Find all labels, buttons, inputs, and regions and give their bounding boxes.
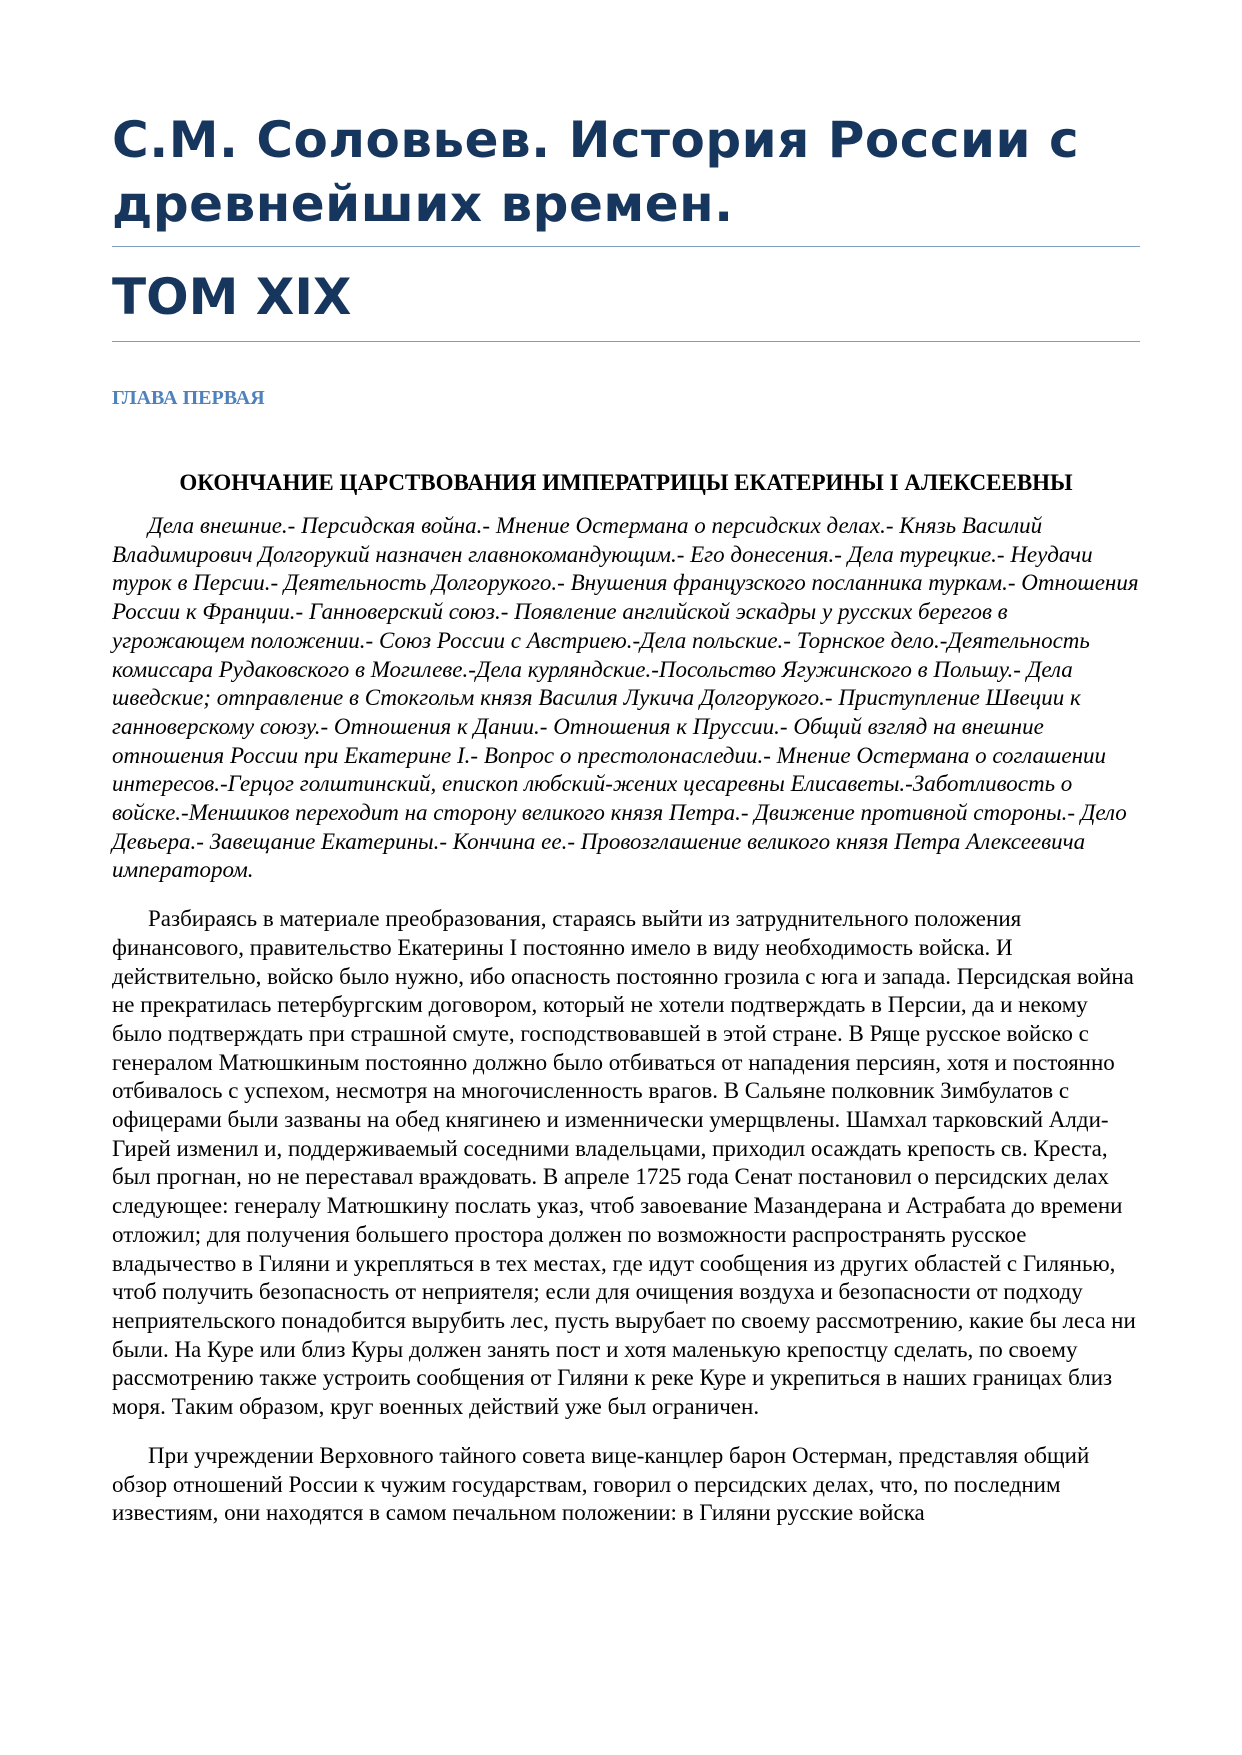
document-page (112, 108, 1140, 1528)
chapter-summary: Дела внешние.- Персидская война.- Мнение Остермана о персидских делах.- Князь Василий Владимирович Долгорукий назначен главнокомандующим.- Его донесения.- Дела турецкие.- Неудачи турок в Персии.- Деятельность Долгорукого.- Внушения французского посланника туркам.- Отношения России к Франции.- Ганноверский союз.- Появление английской эскадры у русских берегов в угрожающем положении.- Союз России с Австриею.-Дела польские.- Торнское дело.-Деятельность комиссара Рудаковского в Могилеве.-Дела курляндские.-Посольство Ягужинского в Польшу.- Дела шведские; отправление в Стокгольм князя Василия Лукича Долгорукого.- Приступление Швеции к ганноверскому союзу.- Отношения к Дании.- Отношения к Пруссии.- Общий взгляд на внешние отношения России при Екатерине I.- Вопрос о престолонаследии.- Мнение Остермана о соглашении интересов.-Герцог голштинский, епископ любский-жених цесаревны Елисаветы.-Заботливость о войске.-Меншиков переходит на сторону великого князя Петра.- Движение противной стороны.- Дело Девьера.- Завещание Екатерины.- Кончина ее.- Провозглашение великого князя Петра Алексеевича императором. (112, 513, 1139, 883)
body-paragraph: Разбираясь в материале преобразования, стараясь выйти из затруднительного положения финансового, правительство Екатерины I постоянно имело в виду необходимость войска. И действительно, войско было нужно, ибо опасность постоянно грозила с юга и запада. Персидская война не прекратилась петербургским договором, который не хотели подтверждать в Персии, да и некому было подтверждать при страшной смуте, господствовавшей в этой стране. В Ряще русское войско с генералом Матюшкиным постоянно должно было отбиваться от нападения персиян, хотя и постоянно отбивалось с успехом, несмотря на многочисленность врагов. В Сальяне полковник Зимбулатов с офицерами были зазваны на обед княгинею и изменнически умерщвлены. Шамхал тарковский Алди-Гирей изменил и, поддерживаемый соседними владельцами, приходил осаждать крепость св. Креста, был прогнан, но не переставал враждовать. В апреле 1725 года Сенат постановил о персидских делах следующее: генералу Матюшкину послать указ, чтоб завоевание Мазандерана и Астрабата до времени отложил; для получения большего простора должен по возможности распространять русское владычество в Гиляни и укрепляться в тех местах, где идут сообщения из других областей с Гилянью, чтоб получить безопасность от неприятеля; если для очищения воздуха и безопасности от подходу неприятельского понадобится вырубить лес, пусть вырубает по своему рассмотрению, какие бы леса ни были. На Куре или близ Куры должен занять пост и хотя маленькую крепостцу сделать, по своему рассмотрению также устроить сообщения от Гиляни к реке Куре и укрепиться в наших границах близ моря. Таким образом, круг военных действий уже был ограничен. (112, 906, 1136, 1420)
body-paragraph: При учреждении Верховного тайного совета вице-канцлер барон Остерман, представляя общий обзор отношений России к чужим государствам, говорил о персидских делах, что, по последним известиям, они находятся в самом печальном положении: в Гиляни русские войска (112, 1442, 1090, 1526)
book-title: С.М. Соловьев. История России с древнейших времен. (112, 108, 1140, 247)
volume-title: ТОМ XIX (112, 265, 1140, 342)
chapter-heading: ОКОНЧАНИЕ ЦАРСТВОВАНИЯ ИМПЕРАТРИЦЫ ЕКАТЕРИНЫ I АЛЕКСЕЕВНЫ (179, 470, 1073, 495)
chapter-label: ГЛАВА ПЕРВАЯ (112, 387, 265, 409)
